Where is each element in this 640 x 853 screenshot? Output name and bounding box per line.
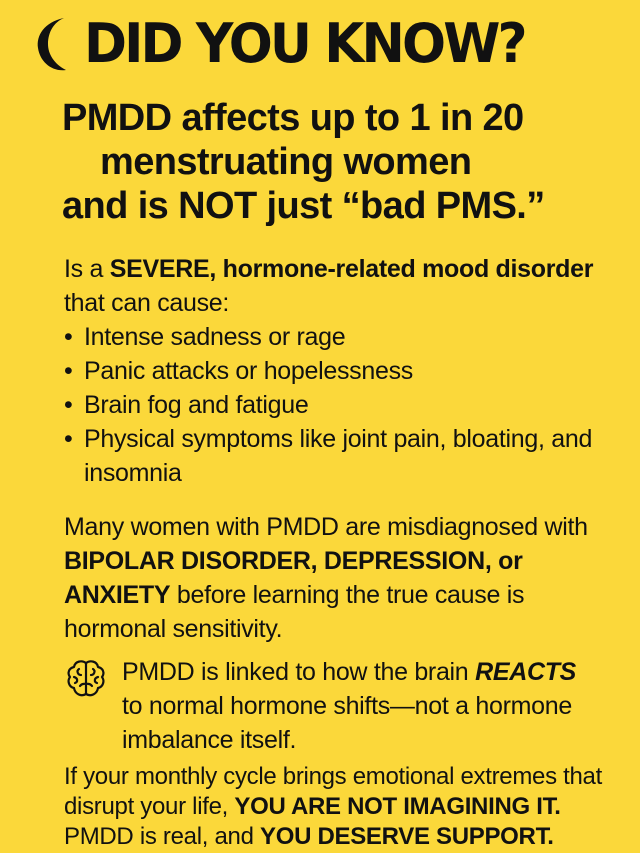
misdiagnosis-text-1: Many women with PMDD are misdiagnosed with [64, 513, 588, 541]
brain-fact-section [64, 655, 624, 757]
crescent-moon-icon [34, 14, 78, 74]
closing-section [64, 762, 624, 852]
brain-fact-text [122, 655, 602, 757]
list-item: • Physical symptoms like joint pain, bloating, and insomnia [64, 422, 624, 490]
symptoms-lead [64, 252, 624, 320]
intro-line-1: PMDD affects up to 1 in 20 [62, 97, 524, 139]
misdiagnosis-text-2: before learning the true cause is hormonal sensitivity. [64, 581, 525, 643]
intro-line-2: menstruating women [100, 141, 472, 183]
misdiagnosis-section [64, 510, 624, 646]
symptoms-lead-text-1: Is a [64, 255, 110, 283]
brain-fact-bold: REACTS [475, 658, 577, 686]
brain-fact-text-1: PMDD is linked to how the brain [122, 658, 476, 686]
list-item: • Panic attacks or hopelessness [64, 354, 624, 388]
header [34, 4, 634, 84]
intro-statement [62, 96, 622, 228]
symptoms-list [64, 320, 624, 490]
list-item: • Intense sadness or rage [64, 320, 624, 354]
symptoms-section [64, 252, 624, 490]
intro-line-3: and is NOT just “bad PMS.” [62, 185, 545, 227]
list-item: • Brain fog and fatigue [64, 388, 624, 422]
closing-text-1: If your monthly cycle brings emotional extremes that disrupt your life, [64, 763, 602, 820]
misdiagnosis-bold: BIPOLAR DISORDER, DEPRESSION, or ANXIETY [64, 547, 523, 609]
closing-text-2: PMDD is real, and [64, 823, 260, 850]
closing-bold-1: YOU ARE NOT IMAGINING IT. [234, 793, 561, 820]
brain-icon [64, 657, 108, 701]
closing-bold-2: YOU DESERVE SUPPORT. [260, 823, 554, 850]
symptoms-lead-bold: SEVERE, hormone-related mood disorder [109, 255, 594, 283]
headline: DID YOU KNOW? [84, 12, 525, 75]
brain-fact-text-2: to normal hormone shifts—not a hormone imbalance itself. [122, 692, 572, 754]
symptoms-lead-text-2: that can cause: [64, 289, 230, 317]
